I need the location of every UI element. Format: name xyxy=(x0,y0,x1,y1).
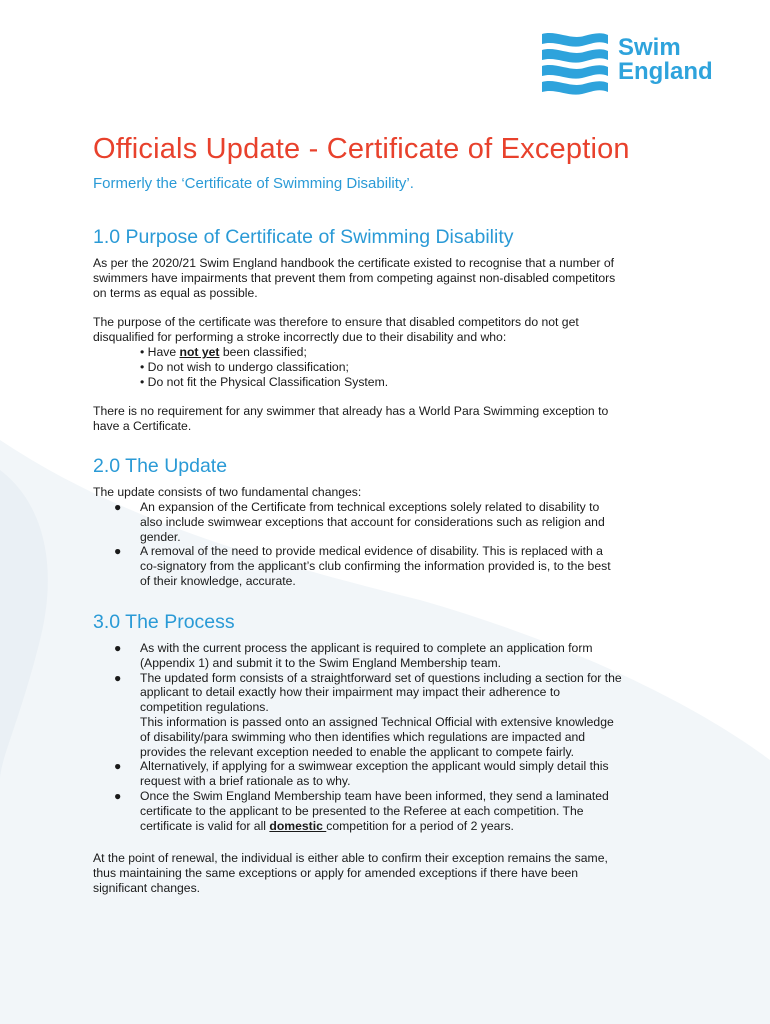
criteria-item-2: • Do not wish to undergo classification; xyxy=(140,360,349,374)
section-1-paragraph-3 xyxy=(93,404,678,434)
swim-england-logo xyxy=(536,30,746,96)
text-line: Once the Swim England Membership team have been informed, they send a laminated xyxy=(140,788,609,803)
text-fragment: competition for a period of 2 years. xyxy=(326,818,514,833)
text-line: disqualified for performing a stroke incorrectly due to their disability and who: xyxy=(93,329,507,344)
closing-paragraph xyxy=(93,851,678,895)
text-line: significant changes. xyxy=(93,880,201,895)
text-line: At the point of renewal, the individual is either able to confirm their exception remains the same, xyxy=(93,851,608,865)
text-line: request with a brief rationale as to why. xyxy=(140,774,351,789)
text-line: thus maintaining the same exceptions or apply for amended exceptions if there have been xyxy=(93,865,579,880)
criteria-item-3: • Do not fit the Physical Classification System. xyxy=(140,375,389,389)
text-fragment: certificate is valid for all xyxy=(140,818,270,833)
text-line: A removal of the need to provide medical evidence of disability. This is replaced with a xyxy=(140,544,603,559)
criteria-item-1-pre: • Have xyxy=(140,345,180,359)
process-list xyxy=(93,641,683,833)
logo-wordmark xyxy=(618,36,713,84)
criteria-item-1 xyxy=(140,345,307,360)
text-line: of disability/para swimming who then identifies which regulations are impacted and xyxy=(140,729,586,744)
list-item xyxy=(93,759,683,789)
list-item xyxy=(93,789,683,833)
criteria-item-1-emphasis: not yet xyxy=(179,345,220,359)
text-line: gender. xyxy=(140,529,181,544)
text-line: certificate to the applicant to be presented to the Referee at each competition. The xyxy=(140,803,584,818)
bullet-icon: ● xyxy=(114,500,122,514)
text-line: This information is passed onto an assigned Technical Official with extensive knowledge xyxy=(140,714,614,729)
section-1-paragraph-2 xyxy=(93,315,678,345)
text-line: have a Certificate. xyxy=(93,418,192,433)
text-line: swimmers have impairments that prevent them from competing against non-disabled competitors xyxy=(93,270,616,285)
bullet-icon: ● xyxy=(114,670,122,685)
text-line: on terms as equal as possible. xyxy=(93,285,258,300)
text-line: The purpose of the certificate was therefore to ensure that disabled competitors do not get xyxy=(93,315,579,329)
logo-text-england: England xyxy=(618,58,713,85)
text-line: provides the relevant exception needed to enable the applicant to compete fairly. xyxy=(140,744,575,759)
section-2-heading: 2.0 The Update xyxy=(93,455,228,477)
text-line: The update consists of two fundamental changes: xyxy=(93,485,362,499)
list-item xyxy=(93,500,683,544)
logo-text-swim: Swim xyxy=(618,34,681,61)
bullet-icon: ● xyxy=(114,544,122,559)
list-item xyxy=(93,671,683,760)
bullet-icon: ● xyxy=(114,641,122,655)
text-line: The updated form consists of a straightforward set of questions including a section for the xyxy=(140,670,622,685)
text-line: As with the current process the applicant is required to complete an application form xyxy=(140,641,593,655)
text-line: co-signatory from the applicant’s club confirming the information provided is, to the best xyxy=(140,559,611,574)
domestic-emphasis: domestic xyxy=(269,818,327,833)
list-item xyxy=(93,544,683,588)
text-line: There is no requirement for any swimmer that already has a World Para Swimming exception to xyxy=(93,404,609,418)
section-3-heading: 3.0 The Process xyxy=(93,611,235,633)
text-line: competition regulations. xyxy=(140,700,269,715)
wave-mark-icon xyxy=(536,30,612,96)
section-1-paragraph-1 xyxy=(93,256,678,300)
section-2-intro xyxy=(93,485,678,500)
text-line: An expansion of the Certificate from technical exceptions solely related to disability to xyxy=(140,500,600,514)
text-line: (Appendix 1) and submit it to the Swim England Membership team. xyxy=(140,655,502,670)
update-list xyxy=(93,500,683,589)
bullet-icon: ● xyxy=(114,759,122,774)
section-1-heading: 1.0 Purpose of Certificate of Swimming Disability xyxy=(93,226,514,248)
bullet-icon: ● xyxy=(114,788,122,803)
text-line: applicant to detail exactly how their impairment may impact their adherence to xyxy=(140,685,560,700)
document-title: Officials Update - Certificate of Exception xyxy=(93,133,630,165)
text-line: As per the 2020/21 Swim England handbook the certificate existed to recognise that a number of xyxy=(93,256,614,270)
list-item xyxy=(93,641,683,671)
text-line: of their knowledge, accurate. xyxy=(140,573,296,588)
document-subtitle: Formerly the ‘Certificate of Swimming Disability’. xyxy=(93,175,414,192)
text-line xyxy=(140,819,683,834)
criteria-item-1-post: been classified; xyxy=(219,345,307,359)
text-line: Alternatively, if applying for a swimwear exception the applicant would simply detail this xyxy=(140,759,609,774)
text-line: also include swimwear exceptions that account for considerations such as religion and xyxy=(140,514,605,529)
